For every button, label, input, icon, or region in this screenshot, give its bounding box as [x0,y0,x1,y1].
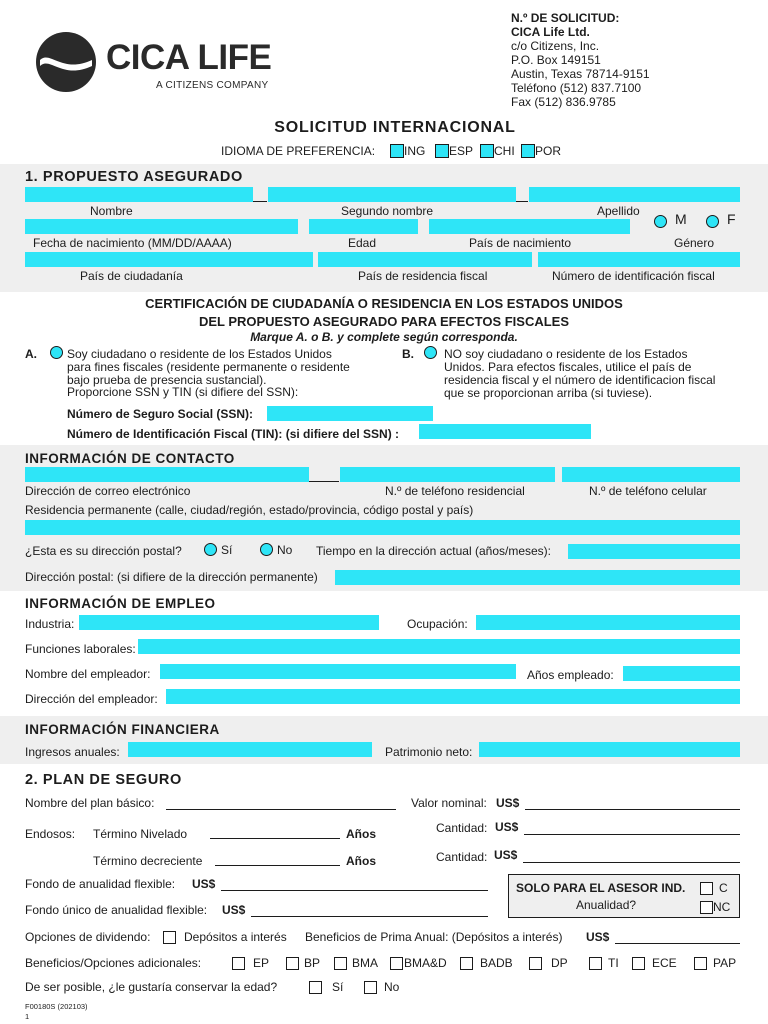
edad-no-label: No [384,980,400,994]
opt-pap-checkbox[interactable] [694,957,707,970]
beneficios-prima-label: Beneficios de Prima Anual: (Depósitos a interés) [305,930,563,944]
lang-por-label: POR [535,144,562,158]
beneficios-adicionales-label: Beneficios/Opciones adicionales: [25,956,202,970]
cert-title-1: CERTIFICACIÓN DE CIUDADANÍA O RESIDENCIA EN LOS ESTADOS UNIDOS [145,296,623,311]
form-title: SOLICITUD INTERNACIONAL [274,119,516,136]
plan-basico-field[interactable] [166,809,396,810]
edad-field[interactable] [309,219,418,234]
edad-question: De ser posible, ¿le gustaría conservar la edad? [25,980,278,994]
opt-pap-label: PAP [713,956,737,970]
fecha-nacimiento-field[interactable] [25,219,298,234]
genero-label: Género [674,236,715,250]
industria-label: Industria: [25,617,75,631]
ingresos-label: Ingresos anuales: [25,745,120,759]
postal-si-radio[interactable] [204,543,217,556]
valor-currency: US$ [496,796,520,810]
depositos-label: Depósitos a interés [184,930,287,944]
opt-ti-checkbox[interactable] [589,957,602,970]
ocupacion-label: Ocupación: [407,617,468,631]
cantidad-2-currency: US$ [494,848,518,862]
ssn-label: Número de Seguro Social (SSN): [67,407,254,421]
email-field[interactable] [25,467,309,482]
cica-logo [34,28,294,98]
option-a-radio[interactable] [50,346,63,359]
num-id-fiscal-label: Número de identificación fiscal [552,269,715,283]
lang-chi-label: CHI [494,144,515,158]
option-b-label: B. [402,347,414,361]
opt-ece-checkbox[interactable] [632,957,645,970]
flexible-label: Fondo de anualidad flexible: [25,877,176,891]
lang-ing-label: ING [404,144,426,158]
plan-basico-label: Nombre del plan básico: [25,796,155,810]
ssn-field[interactable] [267,406,433,421]
unico-field[interactable] [251,916,488,917]
nivelado-anos: Años [346,827,376,841]
empleo-title: INFORMACIÓN DE EMPLEO [25,596,216,611]
lang-chi-checkbox[interactable] [480,144,494,158]
ingresos-field[interactable] [128,742,372,757]
edad-si-label: Sí [332,980,344,994]
segundo-nombre-label: Segundo nombre [341,204,434,218]
cantidad-2-field[interactable] [523,862,740,863]
direccion-empleador-label: Dirección del empleador: [25,692,158,706]
solicitud-label: N.º DE SOLICITUD: [511,11,620,25]
opt-bma-label: BMA [352,956,379,970]
anos-empleado-field[interactable] [623,666,740,681]
fecha-label: Fecha de nacimiento (MM/DD/AAAA) [33,236,232,250]
pais-nacimiento-field[interactable] [429,219,630,234]
asesor-nc-checkbox[interactable] [700,901,713,914]
dividendo-label: Opciones de dividendo: [25,930,151,944]
segundo-nombre-field[interactable] [268,187,516,202]
separator-line [309,481,339,482]
section-1-title: 1. PROPUESTO ASEGURADO [25,169,243,185]
option-b-line-4: que se proporcionan arriba (si tuviese). [444,386,653,400]
cert-title-2: DEL PROPUESTO ASEGURADO PARA EFECTOS FISCALES [198,314,570,329]
patrimonio-field[interactable] [479,742,740,757]
option-a-line-2: para fines fiscales (residente permanente o residente [67,360,350,374]
fax: Fax (512) 836.9785 [511,95,616,109]
gender-m-radio[interactable] [654,215,667,228]
anualidad-label: Anualidad? [576,898,637,912]
tin-field[interactable] [419,424,591,439]
plan-title: 2. PLAN DE SEGURO [25,772,182,788]
opt-bmad-checkbox[interactable] [390,957,403,970]
option-a-line-1: Soy ciudadano o residente de los Estados Unidos [67,347,332,361]
page-number: 1 [25,1012,30,1021]
cica-logo-icon [34,30,98,94]
residencia-field[interactable] [25,520,740,535]
lang-esp-label: ESP [449,144,474,158]
gender-f-radio[interactable] [706,215,719,228]
cantidad-1-field[interactable] [524,834,740,835]
tel-cel-label: N.º de teléfono celular [589,484,707,498]
ciudadania-field[interactable] [25,252,313,267]
option-b-line-3: residencia fiscal y el número de identificacion fiscal [444,373,716,387]
empleador-field[interactable] [160,664,516,679]
option-a-label: A. [25,347,37,361]
opt-badb-checkbox[interactable] [460,957,473,970]
decreciente-label: Término decreciente [93,854,203,868]
direccion-empleador-field[interactable] [166,689,740,704]
apellido-field[interactable] [529,187,740,202]
opt-bp-label: BP [304,956,321,970]
financiera-title: INFORMACIÓN FINANCIERA [25,722,220,737]
logo-subtext: A CITIZENS COMPANY [156,80,269,91]
apellido-label: Apellido [597,204,640,218]
decreciente-anos: Años [346,854,376,868]
unico-currency: US$ [222,903,246,917]
postal-no-radio[interactable] [260,543,273,556]
option-a-line-4: Proporcione SSN y TIN (si difiere del SSN): [67,385,299,399]
address-line-1: c/o Citizens, Inc. [511,39,600,53]
address-line-3: Austin, Texas 78714-9151 [511,67,650,81]
opt-dp-checkbox[interactable] [529,957,542,970]
num-id-fiscal-field[interactable] [538,252,740,267]
endosos-label: Endosos: [25,827,76,841]
opt-dp-label: DP [551,956,568,970]
asesor-title: SOLO PARA EL ASESOR IND. [516,881,686,895]
cantidad-2-label: Cantidad: [436,850,488,864]
postal-no-label: No [277,543,293,557]
residencia-label: Residencia permanente (calle, ciudad/región, estado/provincia, código postal y país) [25,503,474,517]
tiempo-label: Tiempo en la dirección actual (años/meses): [316,544,551,558]
pais-nacimiento-label: País de nacimiento [469,236,572,250]
opt-bma-checkbox[interactable] [334,957,347,970]
lang-por-checkbox[interactable] [521,144,535,158]
form-code: F00180S (202103) [25,1002,88,1011]
option-b-radio[interactable] [424,346,437,359]
asesor-nc-label: NC [713,900,731,914]
separator-line [516,201,528,202]
flexible-field[interactable] [221,890,488,891]
opt-ti-label: TI [608,956,619,970]
opt-ece-label: ECE [652,956,677,970]
tel-cel-field[interactable] [562,467,740,482]
valor-nominal-field[interactable] [525,809,740,810]
funciones-field[interactable] [138,639,740,654]
ciudadania-label: País de ciudadanía [80,269,183,283]
postal-label: Dirección postal: (si difiere de la dirección permanente) [25,570,318,584]
lang-esp-checkbox[interactable] [435,144,449,158]
asesor-c-checkbox[interactable] [700,882,713,895]
beneficios-prima-currency: US$ [586,930,610,944]
flexible-currency: US$ [192,877,216,891]
opt-bmad-label: BMA&D [404,956,447,970]
postal-field[interactable] [335,570,740,585]
depositos-checkbox[interactable] [163,931,176,944]
asesor-c-label: C [719,881,728,895]
decreciente-field[interactable] [215,865,340,866]
unico-label: Fondo único de anualidad flexible: [25,903,208,917]
cantidad-1-label: Cantidad: [436,821,488,835]
residencia-fiscal-label: País de residencia fiscal [358,269,488,283]
option-a-line-3: bajo prueba de presencia sustancial). [67,373,267,387]
postal-question: ¿Esta es su dirección postal? [25,544,182,558]
cert-instructions: Marque A. o B. y complete según corresponda. [250,330,518,344]
tiempo-field[interactable] [568,544,740,559]
opt-bp-checkbox[interactable] [286,957,299,970]
lang-ing-checkbox[interactable] [390,144,404,158]
cantidad-1-currency: US$ [495,820,519,834]
option-b-line-1: NO soy ciudadano o residente de los Estados [444,347,688,361]
nombre-label: Nombre [90,204,133,218]
gender-m-label: M [675,211,687,227]
address-line-2: P.O. Box 149151 [511,53,601,67]
anos-empleado-label: Años empleado: [527,668,614,682]
beneficios-prima-field[interactable] [615,943,740,944]
edad-label: Edad [348,236,377,250]
residencia-fiscal-field[interactable] [318,252,532,267]
nombre-field[interactable] [25,187,253,202]
patrimonio-label: Patrimonio neto: [385,745,473,759]
industria-field[interactable] [79,615,379,630]
gender-f-label: F [727,211,736,227]
opt-ep-checkbox[interactable] [232,957,245,970]
edad-no-checkbox[interactable] [364,981,377,994]
logo-text: CICA LIFE [106,38,272,77]
empleador-label: Nombre del empleador: [25,667,151,681]
idioma-label: IDIOMA DE PREFERENCIA: [221,144,376,158]
postal-si-label: Sí [221,543,233,557]
tin-label: Número de Identificación Fiscal (TIN): (si difiere del SSN) : [67,427,400,441]
funciones-label: Funciones laborales: [25,642,136,656]
nivelado-field[interactable] [210,838,340,839]
company-name: CICA Life Ltd. [511,25,590,39]
opt-ep-label: EP [253,956,270,970]
option-b-line-2: Unidos. Para efectos fiscales, utilice el país de [444,360,692,374]
separator-line [253,201,267,202]
valor-nominal-label: Valor nominal: [411,796,487,810]
phone: Teléfono (512) 837.7100 [511,81,642,95]
opt-badb-label: BADB [480,956,513,970]
ocupacion-field[interactable] [476,615,740,630]
tel-res-field[interactable] [340,467,555,482]
edad-si-checkbox[interactable] [309,981,322,994]
tel-res-label: N.º de teléfono residencial [385,484,525,498]
email-label: Dirección de correo electrónico [25,484,191,498]
contact-title: INFORMACIÓN DE CONTACTO [25,451,235,466]
nivelado-label: Término Nivelado [93,827,188,841]
